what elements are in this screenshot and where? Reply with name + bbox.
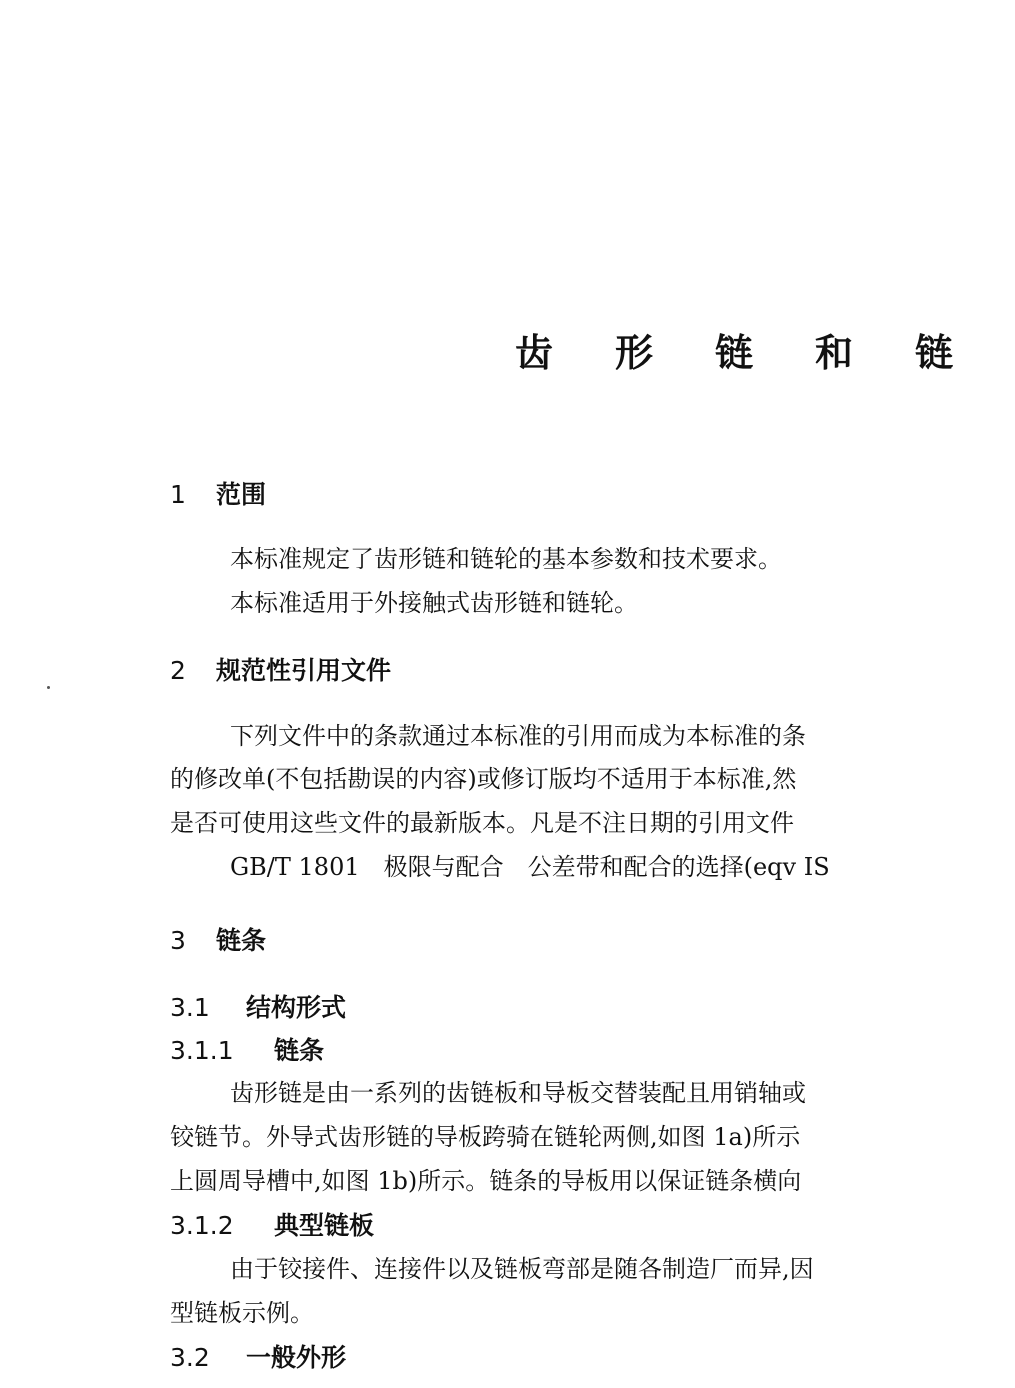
paragraph-line: 型链板示例。 [170,1299,314,1327]
paragraph-line: 本标准适用于外接触式齿形链和链轮。 [230,589,638,617]
section-title: 链条 [274,1036,325,1065]
scan-speck [47,686,50,689]
section-3-1-heading [170,995,346,1020]
section-3-1-2-heading [170,1213,374,1238]
paragraph-line: 下列文件中的条款通过本标准的引用而成为本标准的条 [230,722,806,750]
section-title: 一般外形 [246,1343,347,1372]
section-title: 结构形式 [246,993,347,1022]
section-number: 3.2 [170,1343,210,1372]
paragraph-line: 由于铰接件、连接件以及链板弯部是随各制造厂而异,因 [230,1255,814,1283]
paragraph-line: 铰链节。外导式齿形链的导板跨骑在链轮两侧,如图 1a)所示 [170,1123,801,1151]
section-2-heading [170,658,391,683]
paragraph-line: 上圆周导槽中,如图 1b)所示。链条的导板用以保证链条横向 [170,1167,802,1195]
section-number: 3.1.1 [170,1036,234,1065]
section-title: 典型链板 [274,1211,375,1240]
section-number: 1 [170,480,186,509]
paragraph-line: 的修改单(不包括勘误的内容)或修订版均不适用于本标准,然 [170,765,797,793]
section-title: 链条 [216,926,267,955]
section-1-heading [170,482,266,507]
section-title: 规范性引用文件 [216,656,392,685]
section-number: 2 [170,656,186,685]
document-title: 齿形链和链 [515,331,1015,375]
section-number: 3 [170,926,186,955]
section-title: 范围 [216,480,267,509]
section-3-heading [170,928,266,953]
section-3-2-heading [170,1345,346,1370]
paragraph-line: 是否可使用这些文件的最新版本。凡是不注日期的引用文件 [170,809,794,837]
section-number: 3.1.2 [170,1211,234,1240]
paragraph-line: 齿形链是由一系列的齿链板和导板交替装配且用销轴或 [230,1079,806,1107]
reference-line: GB/T 1801 极限与配合 公差带和配合的选择(eqv IS [230,853,830,881]
paragraph-line: 本标准规定了齿形链和链轮的基本参数和技术要求。 [230,545,782,573]
section-number: 3.1 [170,993,210,1022]
section-3-1-1-heading [170,1038,324,1063]
